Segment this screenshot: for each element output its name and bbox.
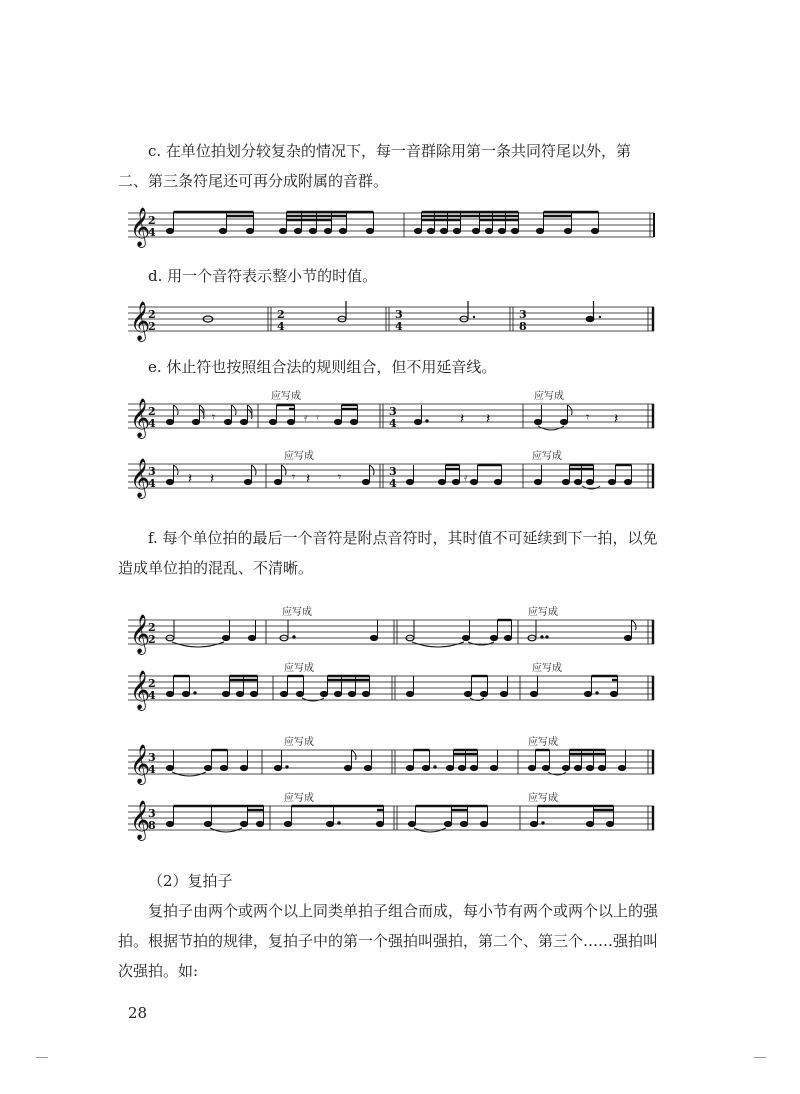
time-sig-bottom: 4 xyxy=(148,763,156,776)
time-sig-top: 2 xyxy=(148,677,156,690)
music-staff-e1 xyxy=(128,388,658,436)
music-staff-f3 xyxy=(128,734,658,782)
annotation-label: 应写成 xyxy=(532,663,562,674)
crop-mark xyxy=(36,1057,48,1058)
treble-clef-icon: 𝄞 xyxy=(130,800,151,840)
treble-clef-icon: 𝄞 xyxy=(130,301,151,341)
time-sig-bottom: 4 xyxy=(148,417,156,430)
time-sig-top: 2 xyxy=(148,621,156,634)
paragraph-d: d. 用一个音符表示整小节的时值。 xyxy=(148,267,378,285)
svg-text:𝄾: 𝄾 xyxy=(338,470,342,484)
paragraph-f: f. 每个单位拍的最后一个音符是附点音符时，其时值不可延续到下一拍，以免造成单位拍的混乱、不清晰。 xyxy=(118,529,658,577)
time-sig-bottom: 4 xyxy=(148,477,156,490)
paragraph-e: e. 休止符也按照组合法的规则组合，但不用延音线。 xyxy=(148,358,497,376)
svg-text:𝄽: 𝄽 xyxy=(486,411,491,427)
dotted-quarter-note xyxy=(586,316,594,321)
music-staff-c xyxy=(128,205,658,245)
treble-clef-icon: 𝄞 xyxy=(130,614,151,654)
svg-text:𝄾: 𝄾 xyxy=(292,470,296,484)
note-group-2 xyxy=(279,212,373,234)
time-sig-bottom: 8 xyxy=(519,320,527,333)
time-sig-top: 2 xyxy=(148,214,156,227)
music-staff-e2 xyxy=(128,448,658,496)
annotation-label: 应写成 xyxy=(534,391,564,402)
treble-clef-icon: 𝄞 xyxy=(130,744,151,784)
time-sig-top: 3 xyxy=(395,308,403,321)
music-staff-f2 xyxy=(128,660,658,708)
annotation-label: 应写成 xyxy=(271,391,301,402)
treble-clef-icon: 𝄞 xyxy=(130,458,151,498)
time-sig-bottom: 2 xyxy=(148,633,156,646)
svg-text:𝄾: 𝄾 xyxy=(586,410,590,424)
svg-text:𝄽: 𝄽 xyxy=(306,471,311,487)
treble-clef-icon: 𝄞 xyxy=(130,670,151,710)
time-sig-bottom: 2 xyxy=(148,320,156,333)
time-sig-bottom: 4 xyxy=(389,477,397,490)
svg-text:𝄽: 𝄽 xyxy=(188,471,193,487)
treble-clef-icon: 𝄞 xyxy=(130,398,151,438)
annotation-label: 应写成 xyxy=(284,663,314,674)
time-sig-top: 3 xyxy=(389,465,397,478)
time-sig-top: 2 xyxy=(148,308,156,321)
annotation-label: 应写成 xyxy=(528,607,558,618)
svg-text:𝄾: 𝄾 xyxy=(212,410,216,424)
paragraph-compound-meter: 复拍子由两个或两个以上同类单拍子组合而成，每小节有两个或两个以上的强拍。根据节拍的规律，复拍子中的第一个强拍叫强拍，第二个、第三个……强拍叫次强拍。如: xyxy=(118,902,659,980)
svg-text:𝄽: 𝄽 xyxy=(460,411,465,427)
annotation-label: 应写成 xyxy=(528,737,558,748)
time-sig-top: 3 xyxy=(389,405,397,418)
svg-text:𝄿: 𝄿 xyxy=(304,411,308,424)
note-group-4 xyxy=(536,212,598,234)
paragraph-c: c. 在单位拍划分较复杂的情况下，每一音群除用第一条共同符尾以外，第二、第三条符尾还可再分成附属的音群。 xyxy=(118,142,631,190)
annotation-label: 应写成 xyxy=(284,793,314,804)
time-sig-top: 3 xyxy=(148,807,156,820)
svg-text:𝄽: 𝄽 xyxy=(210,471,215,487)
time-sig-top: 2 xyxy=(148,405,156,418)
time-sig-bottom: 4 xyxy=(389,417,397,430)
music-staff-f4 xyxy=(128,790,658,838)
music-staff-f1 xyxy=(128,604,658,652)
time-sig-top: 3 xyxy=(148,465,156,478)
note-group-1 xyxy=(166,212,253,234)
note-group-3 xyxy=(414,212,518,234)
svg-text:𝄽: 𝄽 xyxy=(614,411,619,427)
time-sig-bottom: 8 xyxy=(148,819,156,832)
time-sig-top: 2 xyxy=(277,308,285,321)
time-sig-bottom: 4 xyxy=(148,689,156,702)
svg-text:𝄾: 𝄾 xyxy=(316,411,319,424)
annotation-label: 应写成 xyxy=(282,607,312,618)
annotation-label: 应写成 xyxy=(528,793,558,804)
svg-text:𝄿: 𝄿 xyxy=(464,471,468,484)
treble-clef-icon: 𝄞 xyxy=(130,207,151,247)
time-sig-top: 3 xyxy=(148,751,156,764)
music-staff-d xyxy=(128,299,658,339)
annotation-label: 应写成 xyxy=(284,737,314,748)
annotation-label: 应写成 xyxy=(532,451,562,462)
page-number: 28 xyxy=(128,1004,148,1022)
section-heading-compound-meter: （2）复拍子 xyxy=(148,872,233,890)
crop-mark xyxy=(754,1057,766,1058)
annotation-label: 应写成 xyxy=(284,451,314,462)
time-sig-bottom: 4 xyxy=(148,226,156,239)
time-sig-top: 3 xyxy=(519,308,527,321)
time-sig-bottom: 4 xyxy=(277,320,285,333)
time-sig-bottom: 4 xyxy=(395,320,403,333)
